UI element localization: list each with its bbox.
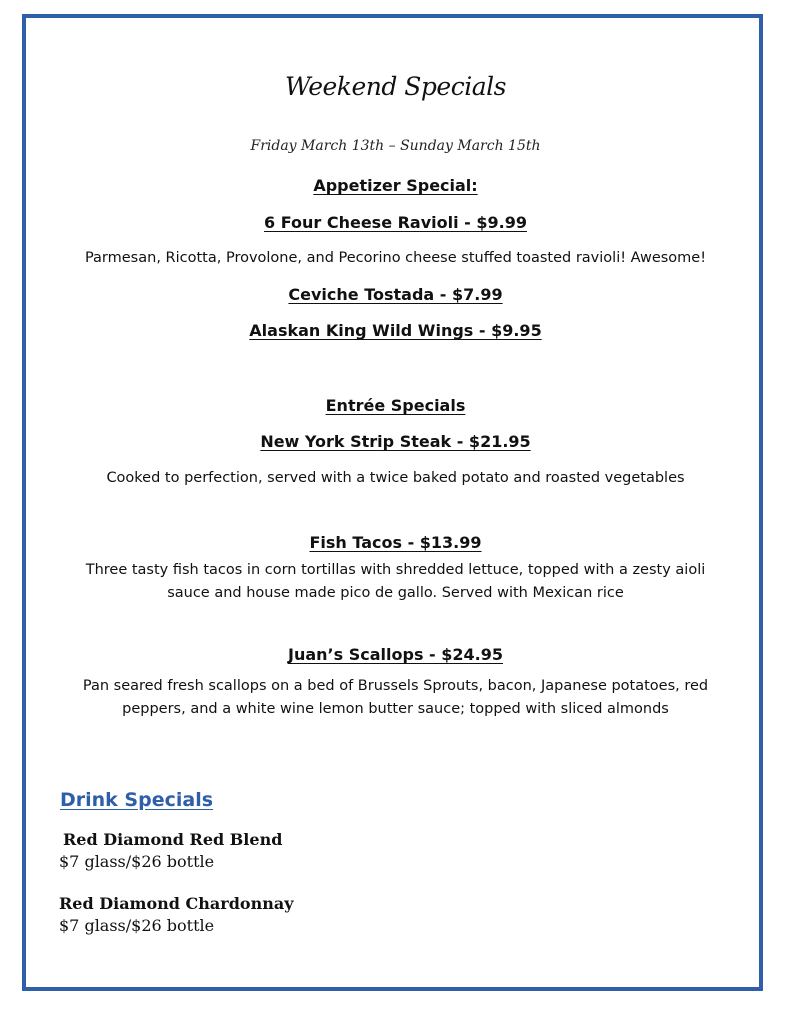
page-title: Weekend Specials [285, 72, 506, 101]
drink-item-chardonnay: Red Diamond Chardonnay [59, 894, 294, 913]
entree-item-fish-tacos: Fish Tacos - $13.99 [309, 533, 482, 552]
appetizer-heading: Appetizer Special: [313, 176, 478, 195]
entree-description-steak: Cooked to perfection, served with a twice baked potato and roasted vegetables [106, 470, 685, 486]
entree-item-steak: New York Strip Steak - $21.95 [260, 432, 531, 451]
appetizer-item-ravioli: 6 Four Cheese Ravioli - $9.99 [264, 213, 527, 232]
appetizer-description-ravioli: Parmesan, Ricotta, Provolone, and Pecorino cheese stuffed toasted ravioli! Awesome! [84, 250, 707, 266]
appetizer-item-wings: Alaskan King Wild Wings - $9.95 [249, 321, 542, 340]
entree-description-fish-tacos-line2: sauce and house made pico de gallo. Served with Mexican rice [167, 585, 624, 601]
entree-description-fish-tacos-line1: Three tasty fish tacos in corn tortillas with shredded lettuce, topped with a zesty aioli [85, 562, 706, 578]
appetizer-item-ceviche: Ceviche Tostada - $7.99 [288, 285, 503, 304]
entree-description-scallops-line1: Pan seared fresh scallops on a bed of Brussels Sprouts, bacon, Japanese potatoes, red [82, 678, 709, 694]
drink-heading: Drink Specials [60, 789, 214, 811]
entree-heading: Entrée Specials [325, 396, 466, 415]
entree-description-scallops-line2: peppers, and a white wine lemon butter sauce; topped with sliced almonds [122, 701, 669, 717]
drink-price-chardonnay: $7 glass/$26 bottle [59, 916, 215, 935]
drink-item-red-blend: Red Diamond Red Blend [63, 830, 283, 849]
drink-price-red-blend: $7 glass/$26 bottle [59, 852, 215, 871]
date-range: Friday March 13th – Sunday March 15th [250, 138, 541, 154]
entree-item-scallops: Juan’s Scallops - $24.95 [288, 645, 503, 664]
